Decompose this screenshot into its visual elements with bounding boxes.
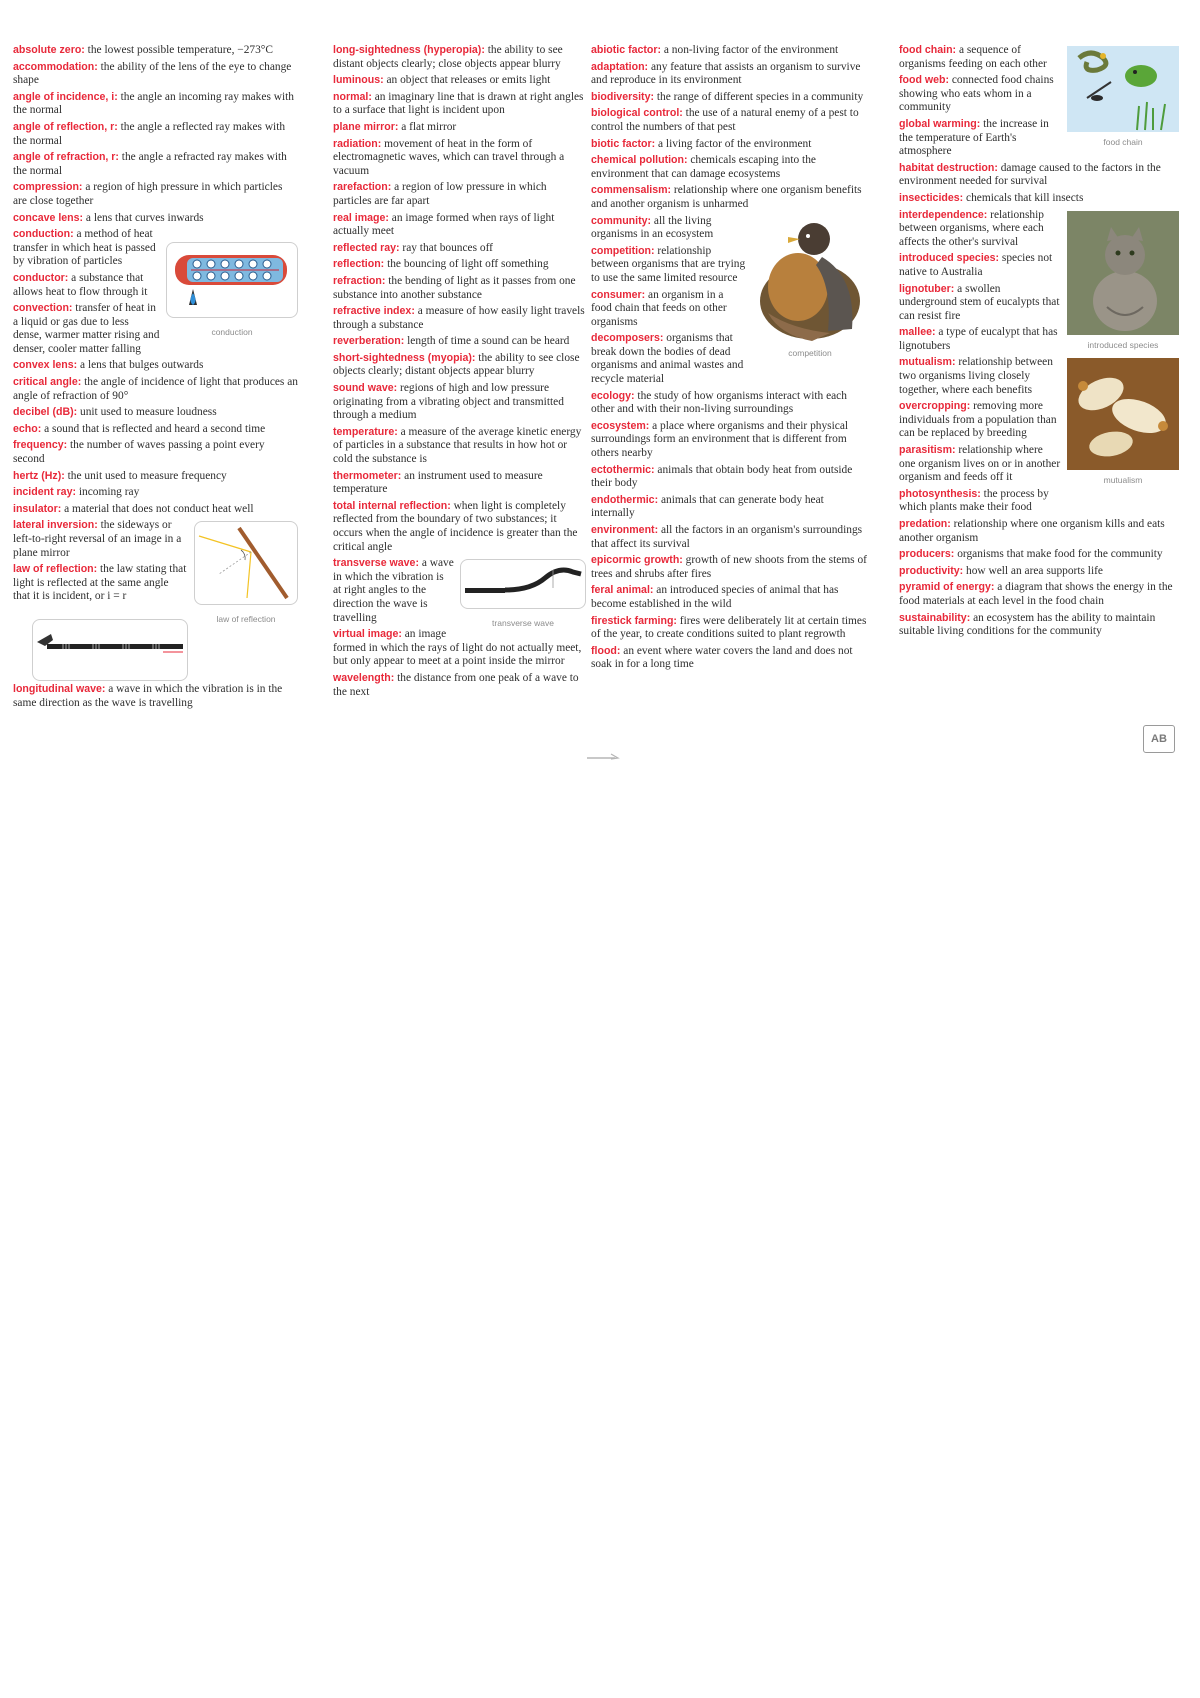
glossary-definition: an ecosystem has the ability to maintain suitable living conditions for the community <box>899 611 1156 638</box>
glossary-definition: relationship between organisms, where each affects the other's survival <box>899 208 1044 248</box>
arrow-icon <box>585 752 621 760</box>
glossary-term: virtual image: <box>333 628 402 641</box>
glossary-definition: a swollen underground stem of eucalypts that can resist fire <box>899 282 1060 322</box>
glossary-definition: a place where organisms and their physical surroundings form an environment that is different from others nearby <box>591 419 849 460</box>
glossary-definition: any feature that assists an organism to survive and reproduce in its environment <box>591 60 861 87</box>
glossary-entry <box>333 44 586 71</box>
glossary-term: normal: <box>333 90 372 103</box>
glossary-term: feral animal: <box>591 584 654 597</box>
glossary-term: reflection: <box>333 258 385 271</box>
glossary-entry <box>13 44 298 58</box>
glossary-entry <box>333 258 586 272</box>
glossary-definition: regions of high and low pressure originating from a vibrating object and transmitted through a medium <box>333 382 564 422</box>
glossary-term: law of reflection: <box>13 563 98 576</box>
glossary-entry <box>13 212 298 226</box>
glossary-definition: length of time a sound can be heard <box>404 335 570 348</box>
glossary-definition: a region of low pressure in which particles are far apart <box>333 181 547 207</box>
glossary-term: radiation: <box>333 137 382 150</box>
glossary-definition: the lowest possible temperature, −273°C <box>84 44 273 56</box>
glossary-term: frequency: <box>13 439 68 452</box>
transverse-wave-diagram <box>461 560 585 608</box>
glossary-definition: the bending of light as it passes from one substance into another substance <box>333 274 576 301</box>
longitudinal-wave-figure <box>32 619 188 681</box>
glossary-definition: an organism in a food chain that feeds on other organisms <box>591 288 727 328</box>
glossary-definition: animals that obtain body heat from outside their body <box>591 463 853 490</box>
competition-caption: competition <box>788 347 832 358</box>
glossary-term: photosynthesis: <box>899 487 981 500</box>
glossary-definition: the unit used to measure frequency <box>64 469 227 482</box>
glossary-term: ectothermic: <box>591 463 655 476</box>
glossary-term: firestick farming: <box>591 614 677 627</box>
food-chain-illustration <box>1067 46 1179 132</box>
glossary-entry <box>333 382 586 423</box>
glossary-entry <box>591 138 868 152</box>
glossary-definition: the angle of incidence of light that produces an angle of refraction of 90° <box>13 376 298 402</box>
mutualism-caption: mutualism <box>1103 475 1143 486</box>
introduced-species-figure <box>1067 211 1179 353</box>
glossary-entry <box>333 138 586 179</box>
glossary-definition: a measure of how easily light travels through a substance <box>333 305 585 331</box>
glossary-term: overcropping: <box>899 400 971 413</box>
introduced-species-caption: introduced species <box>1087 339 1159 350</box>
glossary-column-1 <box>13 44 298 764</box>
glossary-term: environment: <box>591 524 659 536</box>
glossary-term: refractive index: <box>333 305 415 318</box>
glossary-entry <box>899 612 1179 639</box>
glossary-entry <box>333 74 586 88</box>
food-chain-caption: food chain <box>1103 137 1143 147</box>
glossary-definition: species not native to Australia <box>899 252 1053 278</box>
glossary-entry <box>899 565 1179 579</box>
glossary-term: introduced species: <box>899 252 1000 265</box>
glossary-entry <box>591 107 868 134</box>
glossary-definition: the study of how organisms interact with each other and with their non-living surroundings <box>591 389 847 416</box>
glossary-entry <box>591 44 868 58</box>
glossary-term: abiotic factor: <box>591 44 662 56</box>
glossary-column-2 <box>333 44 586 764</box>
transverse-wave-figure <box>460 559 586 631</box>
glossary-definition: the range of different species in a community <box>654 90 864 103</box>
glossary-term: compression: <box>13 181 83 194</box>
glossary-term: incident ray: <box>13 486 76 499</box>
glossary-definition: a wave in which the vibration is in the same direction as the wave is travelling <box>13 682 283 709</box>
glossary-term: sound wave: <box>333 382 398 395</box>
glossary-definition: a measure of the average kinetic energy of particles in a substance that results in how hot or cold the substance is <box>333 425 582 466</box>
glossary-definition: the angle a refracted ray makes with the normal <box>13 151 287 177</box>
glossary-term: pyramid of energy: <box>899 581 995 594</box>
glossary-entry <box>333 242 586 256</box>
glossary-definition: when light is completely reflected from the boundary of two substances; it occurs when the angle of incidence is greater than the critical angle <box>333 499 578 553</box>
glossary-definition: movement of heat in the form of electromagnetic waves, which can travel through a vacuum <box>333 137 565 177</box>
glossary-term: ecology: <box>591 389 635 402</box>
glossary-term: reverberation: <box>333 335 405 348</box>
glossary-term: concave lens: <box>13 211 84 224</box>
glossary-definition: the ability to see distant objects clearly; close objects appear blurry <box>333 44 563 70</box>
glossary-term: convection: <box>13 302 73 315</box>
glossary-definition: the angle a reflected ray makes with the normal <box>13 120 286 147</box>
law-of-reflection-caption: law of reflection <box>216 614 276 625</box>
glossary-entry <box>591 91 868 105</box>
glossary-term: biological control: <box>591 107 683 120</box>
glossary-definition: an imaginary line that is drawn at right angles to a surface that light is incident upon <box>333 90 584 117</box>
glossary-definition: fires were deliberately lit at certain times of the year, to create conditions suited to plant regrowth <box>591 614 867 641</box>
glossary-definition: a lens that bulges outwards <box>77 359 204 372</box>
glossary-term: biotic factor: <box>591 137 656 150</box>
glossary-entry <box>899 162 1179 189</box>
glossary-definition: animals that can generate body heat internally <box>591 493 824 520</box>
glossary-term: parasitism: <box>899 444 956 457</box>
law-of-reflection-diagram <box>195 522 297 604</box>
glossary-definition: unit used to measure loudness <box>77 406 217 419</box>
glossary-term: competition: <box>591 244 655 257</box>
glossary-definition: an image formed when rays of light actually meet <box>333 211 555 238</box>
glossary-definition: all the living organisms in an ecosystem <box>591 214 714 241</box>
glossary-definition: a non-living factor of the environment <box>661 44 839 56</box>
glossary-entry <box>333 121 586 135</box>
glossary-column-4 <box>899 44 1179 764</box>
glossary-column-3 <box>591 44 868 764</box>
glossary-term: transverse wave: <box>333 557 419 570</box>
glossary-definition: the bouncing of light off something <box>384 258 549 271</box>
glossary-definition: the use of a natural enemy of a pest to control the numbers of that pest <box>591 107 859 133</box>
glossary-entry <box>591 390 868 417</box>
glossary-term: decibel (dB): <box>13 406 78 419</box>
glossary-definition: an object that releases or emits light <box>383 74 551 87</box>
glossary-definition: the number of waves passing a point every second <box>13 439 265 466</box>
glossary-term: food web: <box>899 74 950 87</box>
glossary-definition: relationship where one organism benefits and another organism is unharmed <box>591 184 862 210</box>
glossary-term: temperature: <box>333 425 398 438</box>
ab-badge-icon: AB <box>1143 725 1175 753</box>
glossary-entry <box>13 376 298 403</box>
cat-illustration <box>1067 211 1179 335</box>
glossary-definition: a material that does not conduct heat well <box>61 502 254 515</box>
glossary-definition: connected food chains showing who eats whom in a community <box>899 74 1054 114</box>
glossary-entry <box>13 91 298 118</box>
glossary-definition: the law stating that light is reflected at the same angle that it is incident, or i = r <box>13 563 187 603</box>
competition-figure <box>752 217 868 361</box>
glossary-definition: the increase in the temperature of Earth's atmosphere <box>899 117 1049 158</box>
glossary-entry <box>333 91 586 118</box>
glossary-definition: the ability of the lens of the eye to change shape <box>13 60 292 87</box>
glossary-term: sustainability: <box>899 611 971 624</box>
glossary-definition: a living factor of the environment <box>655 137 812 150</box>
glossary-definition: how well an area supports life <box>963 564 1103 577</box>
glossary-definition: organisms that make food for the community <box>954 548 1163 561</box>
glossary-term: insecticides: <box>899 191 964 204</box>
glossary-entry <box>591 584 868 611</box>
glossary-definition: transfer of heat in a liquid or gas due to less dense, warmer matter rising and denser, cooler matter falling <box>13 302 160 355</box>
glossary-definition: a method of heat transfer in which heat is passed by vibration of particles <box>13 228 156 268</box>
glossary-term: angle of refraction, r: <box>13 151 119 164</box>
glossary-entry <box>13 439 298 466</box>
glossary-term: decomposers: <box>591 332 664 345</box>
law-of-reflection-image <box>194 521 298 605</box>
glossary-definition: all the factors in an organism's surroundings that affect its survival <box>591 524 863 550</box>
glossary-definition: the distance from one peak of a wave to the next <box>333 671 579 698</box>
glossary-term: community: <box>591 214 652 227</box>
introduced-species-image <box>1067 211 1179 335</box>
glossary-term: epicormic growth: <box>591 554 683 567</box>
glossary-entry <box>333 212 586 239</box>
glossary-term: mallee: <box>899 326 936 339</box>
glossary-term: longitudinal wave: <box>13 682 106 695</box>
glossary-term: rarefaction: <box>333 181 392 194</box>
glossary-term: accommodation: <box>13 60 98 73</box>
glossary-entry <box>591 494 868 521</box>
glossary-term: reflected ray: <box>333 241 400 254</box>
glossary-entry <box>591 464 868 491</box>
glossary-definition: a substance that allows heat to flow through it <box>13 271 148 298</box>
glossary-term: biodiversity: <box>591 90 654 103</box>
glossary-definition: a wave in which the vibration is at right angles to the direction the wave is travelling <box>333 557 454 624</box>
glossary-term: short-sightedness (myopia): <box>333 351 476 364</box>
glossary-entry <box>591 524 868 551</box>
mutualism-figure <box>1067 358 1179 488</box>
glossary-definition: a type of eucalypt that has lignotubers <box>899 326 1058 352</box>
glossary-entry <box>333 305 586 332</box>
glossary-term: habitat destruction: <box>899 161 998 174</box>
glossary-definition: the process by which plants make their food <box>899 487 1049 514</box>
glossary-term: angle of reflection, r: <box>13 120 118 133</box>
glossary-entry <box>591 61 868 88</box>
glossary-definition: a flat mirror <box>398 120 457 133</box>
conduction-image <box>166 242 298 318</box>
food-chain-image <box>1067 46 1179 132</box>
food-chain-figure <box>1067 46 1179 150</box>
glossary-definition: a diagram that shows the energy in the food materials at each level in the food chain <box>899 581 1173 607</box>
glossary-term: critical angle: <box>13 376 82 389</box>
glossary-definition: an instrument used to measure temperature <box>333 469 543 496</box>
glossary-definition: chemicals escaping into the environment that can damage ecosystems <box>591 154 816 180</box>
glossary-definition: relationship between organisms that are trying to use the same limited resource <box>591 244 746 284</box>
glossary-entry <box>13 486 298 500</box>
glossary-definition: the sideways or left-to-right reversal of an image in a plane mirror <box>13 519 182 559</box>
glossary-term: lateral inversion: <box>13 519 98 532</box>
glossary-entry <box>591 615 868 642</box>
glossary-entry <box>13 121 298 148</box>
glossary-term: lignotuber: <box>899 282 955 295</box>
glossary-term: conduction: <box>13 228 74 241</box>
glossary-definition: incoming ray <box>76 486 140 499</box>
glossary-term: flood: <box>591 644 621 657</box>
glossary-term: long-sightedness (hyperopia): <box>333 44 485 56</box>
glossary-definition: organisms that break down the bodies of dead organisms and animal wastes and recycle material <box>591 332 744 386</box>
glossary-term: thermometer: <box>333 469 402 482</box>
glossary-definition: a sound that is reflected and heard a second time <box>41 422 266 435</box>
glossary-term: conductor: <box>13 271 69 284</box>
glossary-definition: a region of high pressure in which particles are close together <box>13 181 283 207</box>
glossary-definition: relationship where one organism kills and eats another organism <box>899 518 1165 544</box>
glossary-entry <box>899 192 1179 206</box>
longitudinal-wave-diagram <box>33 620 187 680</box>
law-of-reflection-figure <box>194 521 298 627</box>
glossary-term: total internal reflection: <box>333 499 451 512</box>
glossary-entry <box>333 557 586 629</box>
glossary-entry <box>13 423 298 437</box>
glossary-term: mutualism: <box>899 356 956 369</box>
glossary-entry <box>591 645 868 672</box>
competition-image <box>752 217 868 345</box>
glossary-term: consumer: <box>591 288 646 301</box>
glossary-term: angle of incidence, i: <box>13 90 118 103</box>
transverse-wave-caption: transverse wave <box>492 618 554 629</box>
glossary-definition: relationship where one organism lives on or in another organism and feeds off it <box>899 444 1061 484</box>
glossary-entry <box>333 672 586 699</box>
glossary-term: real image: <box>333 211 389 224</box>
glossary-term: predation: <box>899 518 951 530</box>
glossary-definition: removing more individuals from a population than can be replaced by breeding <box>899 400 1057 440</box>
glossary-entry <box>13 61 298 88</box>
glossary-term: productivity: <box>899 564 964 577</box>
glossary-term: refraction: <box>333 274 386 287</box>
glossary-entry <box>899 518 1179 545</box>
glossary-definition: relationship between two organisms living closely together, where each benefits <box>899 356 1053 396</box>
glossary-entry <box>333 500 586 554</box>
glossary-term: convex lens: <box>13 359 78 372</box>
mutualism-image <box>1067 358 1179 470</box>
glossary-term: plane mirror: <box>333 120 399 133</box>
glossary-definition: the angle an incoming ray makes with the normal <box>13 90 294 117</box>
glossary-definition: an image formed in which the rays of light do not actually meet, but only appear to meet at a point inside the mirror <box>333 628 582 668</box>
glossary-definition: an introduced species of animal that has become established in the wild <box>591 584 839 610</box>
glossary-term: commensalism: <box>591 184 672 197</box>
glossary-entry <box>13 151 298 178</box>
glossary-definition: damage caused to the factors in the environment needed for survival <box>899 161 1161 188</box>
glossary-definition: an event where water covers the land and does not soak in for a long time <box>591 644 853 671</box>
glossary-term: wavelength: <box>333 671 395 684</box>
glossary-entry <box>333 181 586 208</box>
glossary-term: global warming: <box>899 117 981 130</box>
glossary-definition: ray that bounces off <box>399 241 493 254</box>
glossary-entry <box>899 581 1179 608</box>
transverse-wave-image <box>460 559 586 609</box>
glossary-entry <box>13 470 298 484</box>
glossary-entry <box>899 548 1179 562</box>
glossary-entry <box>13 359 298 373</box>
glossary-term: luminous: <box>333 74 384 87</box>
glossary-entry <box>591 420 868 461</box>
glossary-definition: a lens that curves inwards <box>83 211 204 224</box>
glossary-entry <box>333 426 586 467</box>
glossary-term: interdependence: <box>899 208 988 221</box>
glossary-term: chemical pollution: <box>591 154 688 167</box>
glossary-term: echo: <box>13 422 42 435</box>
glossary-term: insulator: <box>13 502 62 515</box>
glossary-entry <box>591 554 868 581</box>
glossary-term: food chain: <box>899 44 957 56</box>
glossary-entry <box>333 470 586 497</box>
conduction-caption: conduction <box>211 327 253 338</box>
glossary-term: adaptation: <box>591 60 649 73</box>
glossary-entry <box>591 154 868 181</box>
glossary-entry <box>13 181 298 208</box>
glossary-definition: chemicals that kill insects <box>963 191 1084 204</box>
glossary-term: hertz (Hz): <box>13 469 65 482</box>
glossary-term: producers: <box>899 548 955 561</box>
glossary-entry <box>333 628 586 669</box>
glossary-term: ecosystem: <box>591 419 650 432</box>
glossary-entry <box>591 184 868 211</box>
conduction-diagram <box>167 243 297 317</box>
glossary-definition: growth of new shoots from the stems of trees and shrubs after fires <box>591 554 867 580</box>
longitudinal-wave-image <box>32 619 188 681</box>
glossary-entry <box>13 503 298 517</box>
glossary-entry <box>333 352 586 379</box>
glossary-entry <box>333 335 586 349</box>
glossary-term: absolute zero: <box>13 44 85 56</box>
glossary-entry <box>899 488 1179 515</box>
glossary-entry <box>333 275 586 302</box>
glossary-entry <box>13 406 298 420</box>
conduction-figure <box>166 242 298 340</box>
glossary-definition: the ability to see close objects clearly; distant objects appear blurry <box>333 351 580 378</box>
glossary-definition: a sequence of organisms feeding on each other <box>899 44 1047 70</box>
mutualism-illustration <box>1067 358 1179 470</box>
glossary-term: endothermic: <box>591 493 659 506</box>
competition-bird-illustration <box>752 217 868 345</box>
